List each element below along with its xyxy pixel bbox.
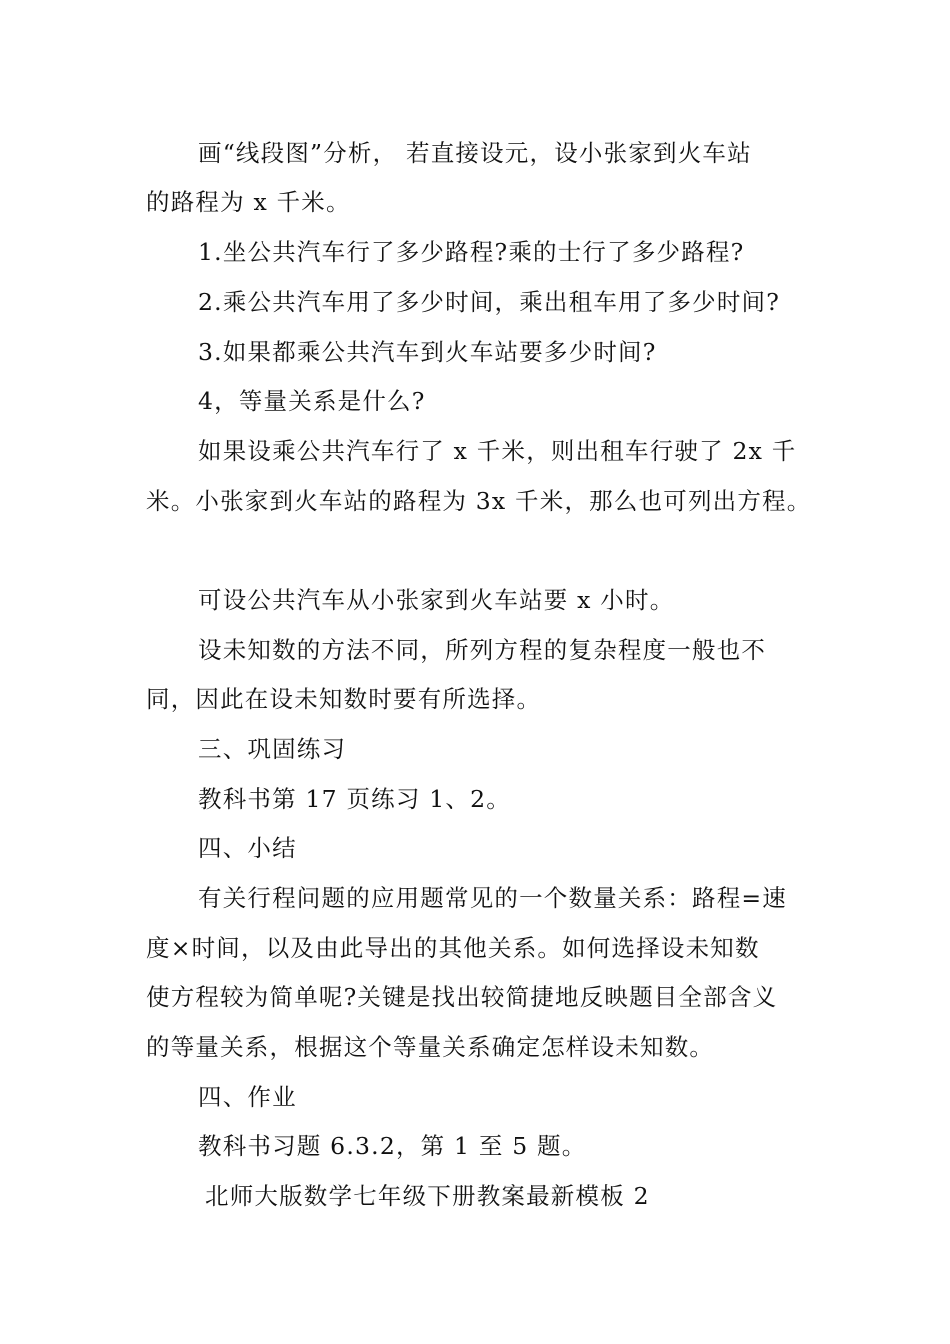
paragraph-line: 如果设乘公共汽车行了 x 千米，则出租车行驶了 2x 千	[198, 437, 797, 465]
paragraph-line: 可设公共汽车从小张家到火车站要 x 小时。	[198, 586, 675, 614]
question-line: 2.乘公共汽车用了多少时间，乘出租车用了多少时间?	[198, 288, 781, 316]
paragraph-line: 同，因此在设未知数时要有所选择。	[146, 685, 542, 713]
paragraph-line: 度×时间，以及由此导出的其他关系。如何选择设未知数	[146, 934, 760, 962]
paragraph-line: 画“线段图”分析， 若直接设元，设小张家到火车站	[198, 139, 752, 167]
paragraph-line: 使方程较为简单呢?关键是找出较简捷地反映题目全部含义	[146, 983, 778, 1011]
question-line: 3.如果都乘公共汽车到火车站要多少时间?	[198, 338, 657, 366]
paragraph-line: 有关行程问题的应用题常见的一个数量关系：路程=速	[198, 884, 787, 912]
paragraph-line: 教科书第 17 页练习 1、2。	[198, 785, 511, 813]
question-line: 1.坐公共汽车行了多少路程?乘的士行了多少路程?	[198, 238, 745, 266]
section-heading: 四、小结	[198, 834, 297, 862]
paragraph-line: 米。小张家到火车站的路程为 3x 千米，那么也可列出方程。	[146, 487, 812, 515]
paragraph-line: 的路程为 x 千米。	[146, 188, 351, 216]
section-heading: 三、巩固练习	[198, 735, 347, 763]
section-heading: 四、作业	[198, 1083, 297, 1111]
paragraph-line: 教科书习题 6.3.2，第 1 至 5 题。	[198, 1132, 587, 1160]
paragraph-line: 的等量关系，根据这个等量关系确定怎样设未知数。	[146, 1033, 715, 1061]
paragraph-line: 设未知数的方法不同，所列方程的复杂程度一般也不	[198, 636, 767, 664]
document-title: 北师大版数学七年级下册教案最新模板 2	[205, 1182, 650, 1210]
question-line: 4，等量关系是什么?	[198, 387, 426, 415]
